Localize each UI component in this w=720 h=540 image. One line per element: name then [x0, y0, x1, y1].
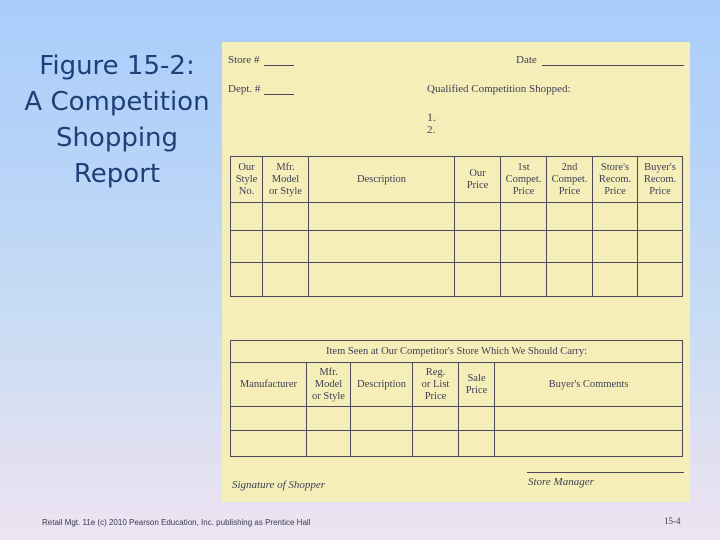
price-comparison-table — [230, 156, 683, 297]
dept-number-line — [264, 94, 294, 95]
header-store-recom-price: Store's Recom. Price — [593, 157, 638, 203]
slide-footer: Retail Mgt. 11e (c) 2010 Pearson Education, Inc. publishing as Prentice Hall — [42, 518, 311, 527]
table-header-row — [231, 157, 683, 203]
date-label: Date — [516, 54, 537, 66]
header-our-price: Our Price — [455, 157, 501, 203]
title-line: Shopping — [55, 123, 179, 153]
items-table-title: Item Seen at Our Competitor's Store Which We Should Carry: — [231, 341, 683, 363]
header-mfr-model: Mfr. Model or Style — [307, 363, 351, 407]
table-title-row — [231, 341, 683, 363]
header-2nd-compet-price: 2nd Compet. Price — [547, 157, 593, 203]
header-1st-compet-price: 1st Compet. Price — [501, 157, 547, 203]
title-line: A Competition — [24, 87, 210, 117]
table-row — [231, 263, 683, 297]
header-reg-list-price: Reg. or List Price — [413, 363, 459, 407]
competitor-2-label: 2. — [427, 124, 436, 136]
header-manufacturer: Manufacturer — [231, 363, 307, 407]
header-buyers-comments: Buyer's Comments — [495, 363, 683, 407]
header-mfr-model: Mfr. Model or Style — [263, 157, 309, 203]
header-sale-price: Sale Price — [459, 363, 495, 407]
header-description: Description — [351, 363, 413, 407]
title-line: Figure 15-2: — [39, 51, 195, 81]
table-header-row — [231, 363, 683, 407]
store-manager-signature-line — [527, 472, 684, 473]
table-row — [231, 407, 683, 431]
signature-of-shopper-label: Signature of Shopper — [232, 479, 326, 491]
table-row — [231, 203, 683, 231]
header-description: Description — [309, 157, 455, 203]
qualified-competition-label: Qualified Competition Shopped: — [427, 83, 571, 95]
items-to-carry-table — [230, 340, 683, 457]
store-number-label: Store # — [228, 54, 260, 66]
competition-shopping-form — [222, 42, 690, 502]
store-manager-label: Store Manager — [528, 476, 594, 488]
dept-number-label: Dept. # — [228, 83, 261, 95]
title-line: Report — [73, 159, 161, 189]
store-number-line — [264, 65, 294, 66]
slide-title — [22, 48, 212, 192]
table-row — [231, 431, 683, 457]
competitor-1-label: 1. — [427, 110, 436, 124]
header-our-style-no: Our Style No. — [231, 157, 263, 203]
header-buyer-recom-price: Buyer's Recom. Price — [638, 157, 683, 203]
date-line — [542, 65, 684, 66]
table-row — [231, 231, 683, 263]
page-number: 15-4 — [664, 516, 681, 526]
